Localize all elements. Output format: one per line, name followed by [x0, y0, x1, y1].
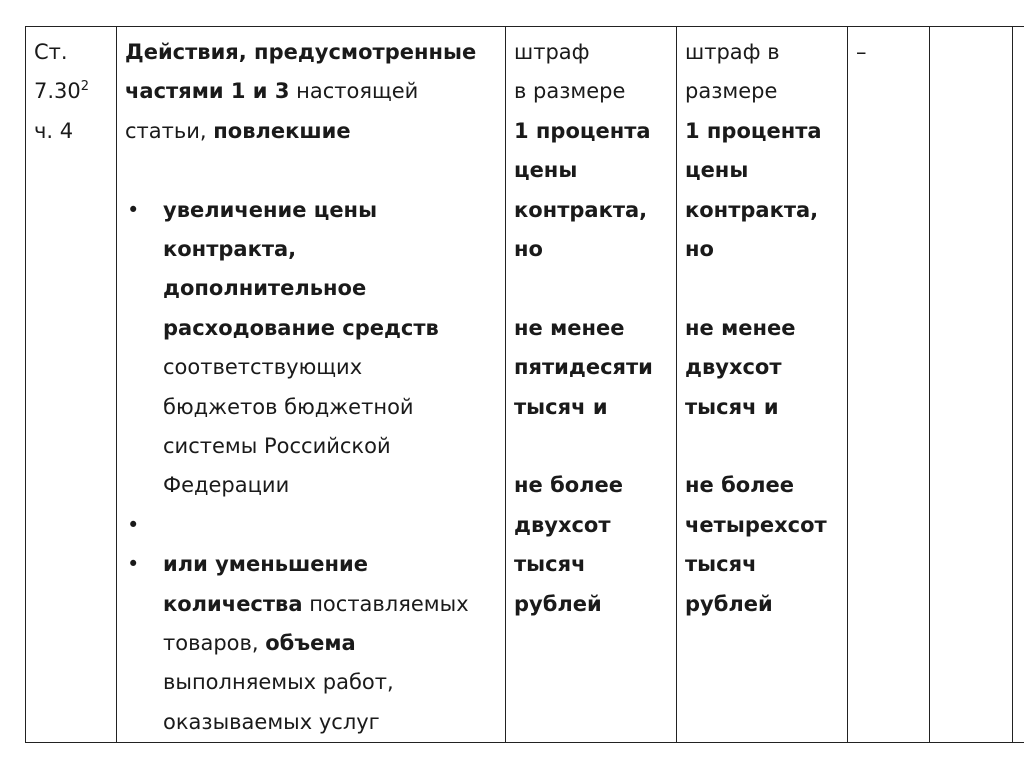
intro-line-1: [125, 33, 497, 72]
fl-line-1: штраф в: [685, 40, 780, 64]
fo-text-8: пятидесяти: [514, 355, 653, 380]
fo-line-10: [514, 466, 668, 505]
fl-line-2: размере: [685, 79, 778, 104]
spacer: [125, 506, 497, 545]
b2-line-2: [163, 585, 497, 624]
b1-text-6: бюджетов бюджетной: [163, 394, 414, 419]
intro-line-3: [125, 112, 497, 151]
b2-text-7: оказываемых услуг: [163, 709, 380, 734]
intro-bold-2: частями 1 и 3: [125, 79, 290, 104]
intro-bold-1: Действия, предусмотренные: [125, 40, 477, 64]
fl-text-5: контракта,: [685, 197, 819, 222]
fo-line-3: [514, 112, 668, 151]
b1-line-8: [163, 466, 497, 505]
empty-cell-2: [1013, 27, 1024, 743]
fo-line-12: [514, 545, 668, 584]
b1-text-3: дополнительное: [163, 276, 367, 301]
bullet-item-2: [125, 545, 497, 742]
b1-line-6: [163, 388, 497, 427]
fl-text-6: но: [685, 237, 714, 262]
article-prefix: Ст.: [34, 40, 68, 64]
fo-text-9: тысяч и: [514, 394, 608, 419]
b2-text-1: или уменьшение: [163, 552, 369, 577]
fl-line-13: [685, 585, 839, 624]
article-cell: [26, 27, 117, 743]
spacer: [125, 151, 497, 190]
spacer: [514, 427, 668, 466]
b2-line-5: [163, 703, 497, 742]
spacer: [685, 269, 839, 308]
b2-text-2: количества: [163, 591, 303, 616]
fo-text-4: цены: [514, 158, 578, 183]
article-superscript: 2: [80, 79, 90, 95]
fl-line-3: [685, 112, 839, 151]
fl-line-5: [685, 191, 839, 230]
article-part: ч. 4: [34, 118, 74, 143]
fl-text-10: не более: [685, 473, 795, 498]
fo-line-5: [514, 191, 668, 230]
b2-text-5: объема: [265, 631, 356, 656]
fo-text-5: контракта,: [514, 197, 648, 222]
article-number: 7.30: [34, 79, 81, 104]
b1-text-7: системы Российской: [163, 434, 391, 459]
fl-line-12: [685, 545, 839, 584]
fl-line-9: [685, 388, 839, 427]
b1-line-7: [163, 427, 497, 466]
b2-line-3: [163, 624, 497, 663]
b1-text-1: увеличение цены: [163, 197, 378, 222]
empty-cell-1: [930, 27, 1013, 743]
legal-table-container: [25, 26, 1002, 738]
fl-text-12: тысяч: [685, 552, 757, 577]
fl-text-9: тысяч и: [685, 394, 779, 419]
fl-line-7: [685, 309, 839, 348]
fl-text-8: двухсот: [685, 355, 782, 380]
fl-text-3: 1 процента: [685, 118, 822, 143]
fine-legal-cell: [677, 27, 848, 743]
fo-line-6: [514, 230, 668, 269]
article-number-line: [34, 72, 108, 111]
b2-text-4: товаров,: [163, 631, 266, 656]
bullet-item-1: [125, 191, 497, 506]
spacer: [685, 427, 839, 466]
table-row: [26, 27, 1024, 743]
dash-text: –: [856, 40, 867, 64]
b1-line-2: [163, 230, 497, 269]
b1-text-2: контракта,: [163, 237, 297, 262]
fo-line-7: [514, 309, 668, 348]
description-cell: [117, 27, 506, 743]
b1-line-3: [163, 269, 497, 308]
dash-cell: [848, 27, 930, 743]
fl-text-7: не менее: [685, 315, 796, 340]
fl-line-11: [685, 506, 839, 545]
fo-line-1: штраф: [514, 40, 590, 64]
fl-line-4: [685, 151, 839, 190]
fo-text-3: 1 процента: [514, 118, 651, 143]
fo-text-6: но: [514, 237, 543, 262]
fo-text-13: рублей: [514, 591, 602, 616]
fo-text-12: тысяч: [514, 552, 586, 577]
b1-text-4: расходование средств: [163, 315, 439, 340]
b1-line-1: [163, 191, 497, 230]
fl-text-4: цены: [685, 158, 749, 183]
fo-line-8: [514, 348, 668, 387]
intro-bold-3: повлекшие: [213, 118, 351, 143]
fo-text-11: двухсот: [514, 512, 611, 537]
b2-line-1: [163, 545, 497, 584]
fl-line-8: [685, 348, 839, 387]
intro-text-1: настоящей: [289, 79, 419, 104]
fl-text-13: рублей: [685, 591, 773, 616]
fo-line-13: [514, 585, 668, 624]
fl-text-11: четырехсот: [685, 512, 827, 537]
fo-line-11: [514, 506, 668, 545]
spacer: [514, 269, 668, 308]
b1-text-8: Федерации: [163, 473, 290, 498]
fine-officials-cell: [506, 27, 677, 743]
fl-line-10: [685, 466, 839, 505]
fo-text-7: не менее: [514, 315, 625, 340]
b1-line-4: [163, 309, 497, 348]
fo-line-9: [514, 388, 668, 427]
intro-text-2: статьи,: [125, 118, 214, 143]
intro-line-2: [125, 72, 497, 111]
penalty-table: [25, 26, 1024, 743]
fo-line-2: в размере: [514, 79, 626, 104]
fl-line-6: [685, 230, 839, 269]
fo-line-4: [514, 151, 668, 190]
fo-text-10: не более: [514, 473, 624, 498]
b1-text-5: соответствующих: [163, 355, 363, 380]
b2-text-6: выполняемых работ,: [163, 670, 394, 695]
bullet-list: [125, 191, 497, 743]
b2-line-4: [163, 663, 497, 702]
b2-text-3: поставляемых: [302, 591, 469, 616]
b1-line-5: [163, 348, 497, 387]
